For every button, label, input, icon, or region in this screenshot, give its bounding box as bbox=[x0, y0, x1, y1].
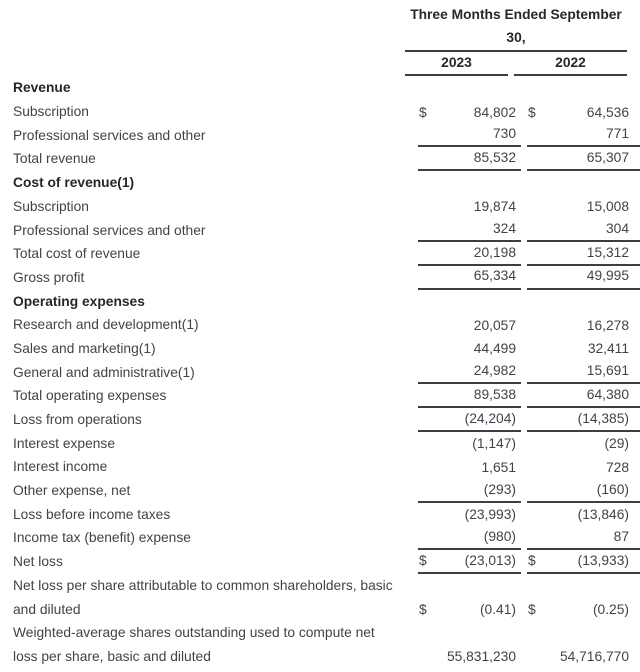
row-label: Income tax (benefit) expense bbox=[13, 530, 191, 546]
row-label: Loss from operations bbox=[13, 412, 142, 428]
amount-cell-2023 bbox=[418, 313, 521, 337]
table-row bbox=[0, 147, 640, 171]
row-label: Sales and marketing(1) bbox=[13, 340, 156, 356]
row-label-line: Weighted-average shares outstanding used to compute net bbox=[13, 625, 375, 641]
amount-2023: 55,831,230 bbox=[446, 649, 516, 665]
amount-2022: 49,995 bbox=[586, 268, 629, 284]
table-row bbox=[0, 408, 640, 432]
table-row bbox=[0, 503, 640, 527]
amount-2022: (13,933) bbox=[577, 552, 629, 568]
table-row bbox=[0, 266, 640, 290]
amount-cell-2023 bbox=[418, 455, 521, 479]
amount-2022: 304 bbox=[605, 221, 629, 237]
amount-cell-2023 bbox=[418, 384, 521, 408]
amount-cell-2023 bbox=[418, 503, 521, 527]
amount-cell-2022 bbox=[527, 455, 640, 479]
table-row bbox=[0, 124, 640, 148]
amount-2022: 87 bbox=[613, 528, 629, 544]
amount-2022: 15,312 bbox=[586, 244, 629, 260]
amount-cell-2023 bbox=[418, 550, 521, 574]
amount-cell-2022 bbox=[527, 313, 640, 337]
amount-2022: 16,278 bbox=[586, 317, 629, 333]
table-row bbox=[0, 455, 640, 479]
table-row bbox=[0, 526, 640, 550]
amount-cell-2022 bbox=[527, 100, 640, 124]
table-row bbox=[0, 290, 640, 314]
table-row bbox=[0, 100, 640, 124]
amount-cell-2022 bbox=[527, 147, 640, 171]
amount-cell-2023 bbox=[418, 408, 521, 432]
amount-2023: 24,982 bbox=[473, 363, 516, 379]
amount-2023: 84,802 bbox=[473, 104, 516, 120]
row-label: Revenue bbox=[13, 80, 71, 96]
amount-2022: 64,380 bbox=[586, 386, 629, 402]
amount-cell-2023 bbox=[418, 195, 521, 219]
amount-2023: 20,057 bbox=[473, 317, 516, 333]
amount-cell-2023 bbox=[418, 337, 521, 361]
amount-cell-2022 bbox=[527, 621, 640, 668]
year-column-2023: 2023 bbox=[405, 52, 508, 76]
amount-2022: 771 bbox=[605, 126, 629, 142]
amount-cell-2023 bbox=[418, 100, 521, 124]
amount-cell-2022 bbox=[527, 76, 640, 100]
currency-symbol: $ bbox=[528, 602, 536, 618]
row-label: Interest income bbox=[13, 459, 108, 475]
amount-cell-2023 bbox=[418, 266, 521, 290]
amount-cell-2023 bbox=[418, 361, 521, 385]
year-column-2022: 2022 bbox=[514, 52, 627, 76]
row-label bbox=[13, 621, 418, 668]
period-header bbox=[405, 3, 627, 52]
table-row bbox=[0, 242, 640, 266]
amount-cell-2023 bbox=[418, 76, 521, 100]
amount-cell-2022 bbox=[527, 242, 640, 266]
table-row bbox=[0, 432, 640, 456]
row-label: Gross profit bbox=[13, 269, 85, 285]
amount-2023: 324 bbox=[492, 221, 516, 237]
row-label: Professional services and other bbox=[13, 127, 206, 143]
row-label: Total revenue bbox=[13, 151, 96, 167]
table-row bbox=[0, 195, 640, 219]
amount-cell-2023 bbox=[418, 479, 521, 503]
amount-2023: 730 bbox=[492, 126, 516, 142]
amount-cell-2022 bbox=[527, 550, 640, 574]
amount-2022: (0.25) bbox=[592, 602, 629, 618]
table-row bbox=[0, 479, 640, 503]
table-row bbox=[0, 76, 640, 100]
amount-cell-2023 bbox=[418, 124, 521, 148]
row-label: Cost of revenue(1) bbox=[13, 175, 135, 191]
row-label: Interest expense bbox=[13, 435, 116, 451]
row-label-line: Net loss per share attributable to common shareholders, basic bbox=[13, 577, 393, 593]
amount-cell-2023 bbox=[418, 242, 521, 266]
amount-2023: 85,532 bbox=[473, 149, 516, 165]
table-row bbox=[0, 574, 640, 621]
row-label: Loss before income taxes bbox=[13, 506, 171, 522]
amount-cell-2022 bbox=[527, 124, 640, 148]
row-label: Subscription bbox=[13, 198, 89, 214]
amount-cell-2022 bbox=[527, 195, 640, 219]
amount-2023: 44,499 bbox=[473, 341, 516, 357]
amount-cell-2023 bbox=[418, 290, 521, 314]
amount-cell-2023 bbox=[418, 574, 521, 621]
amount-2022: 54,716,770 bbox=[559, 649, 629, 665]
amount-2023: 20,198 bbox=[473, 244, 516, 260]
currency-symbol: $ bbox=[419, 552, 427, 568]
table-row bbox=[0, 337, 640, 361]
currency-symbol: $ bbox=[528, 104, 536, 120]
amount-2023: (293) bbox=[483, 481, 516, 497]
table-row bbox=[0, 621, 640, 668]
row-label: General and administrative(1) bbox=[13, 364, 195, 380]
row-label: Operating expenses bbox=[13, 293, 145, 309]
amount-2022: (14,385) bbox=[577, 410, 629, 426]
year-header-row bbox=[405, 52, 627, 76]
currency-symbol: $ bbox=[419, 602, 427, 618]
table-row bbox=[0, 219, 640, 243]
amount-cell-2022 bbox=[527, 526, 640, 550]
amount-cell-2023 bbox=[418, 621, 521, 668]
amount-cell-2022 bbox=[527, 408, 640, 432]
amount-2022: 65,307 bbox=[586, 149, 629, 165]
amount-2023: 19,874 bbox=[473, 199, 516, 215]
amount-cell-2022 bbox=[527, 361, 640, 385]
amount-cell-2023 bbox=[418, 147, 521, 171]
amount-2023: (24,204) bbox=[464, 410, 516, 426]
amount-cell-2022 bbox=[527, 574, 640, 621]
amount-2022: 15,008 bbox=[586, 199, 629, 215]
amount-2022: 32,411 bbox=[587, 341, 629, 357]
amount-2023: (23,013) bbox=[464, 552, 516, 568]
table-row bbox=[0, 384, 640, 408]
header-columns bbox=[405, 3, 627, 76]
amount-2023: 89,538 bbox=[473, 386, 516, 402]
amount-cell-2023 bbox=[418, 432, 521, 456]
amount-2022: (160) bbox=[596, 481, 629, 497]
amount-2022: (13,846) bbox=[577, 507, 629, 523]
table-row bbox=[0, 550, 640, 574]
header-spacer bbox=[0, 3, 405, 76]
amount-cell-2022 bbox=[527, 337, 640, 361]
table-row bbox=[0, 313, 640, 337]
currency-symbol: $ bbox=[528, 552, 536, 568]
amount-2022: (29) bbox=[604, 436, 629, 452]
amount-2022: 15,691 bbox=[586, 363, 629, 379]
row-label: Total operating expenses bbox=[13, 388, 167, 404]
period-header-line2: 30, bbox=[506, 30, 526, 46]
table-row bbox=[0, 171, 640, 195]
amount-2023: (1,147) bbox=[472, 436, 516, 452]
row-label: Total cost of revenue bbox=[13, 246, 141, 262]
amount-cell-2023 bbox=[418, 219, 521, 243]
amount-2023: (23,993) bbox=[464, 507, 516, 523]
amount-cell-2023 bbox=[418, 171, 521, 195]
row-label: Professional services and other bbox=[13, 222, 206, 238]
amount-cell-2022 bbox=[527, 432, 640, 456]
amount-cell-2022 bbox=[527, 384, 640, 408]
amount-2023: 1,651 bbox=[481, 459, 516, 475]
amount-2023: (0.41) bbox=[479, 602, 516, 618]
amount-2023: (980) bbox=[483, 528, 516, 544]
table-row bbox=[0, 361, 640, 385]
amount-cell-2022 bbox=[527, 479, 640, 503]
amount-cell-2023 bbox=[418, 526, 521, 550]
row-label: Subscription bbox=[13, 104, 89, 120]
table-body bbox=[0, 76, 640, 668]
amount-cell-2022 bbox=[527, 503, 640, 527]
amount-cell-2022 bbox=[527, 171, 640, 195]
row-label bbox=[13, 574, 418, 621]
amount-2022: 64,536 bbox=[586, 104, 629, 120]
amount-2022: 728 bbox=[605, 459, 629, 475]
currency-symbol: $ bbox=[419, 104, 427, 120]
row-label-line: loss per share, basic and diluted bbox=[13, 648, 211, 664]
amount-cell-2022 bbox=[527, 266, 640, 290]
table-header bbox=[0, 3, 640, 76]
row-label: Other expense, net bbox=[13, 483, 131, 499]
period-header-line1: Three Months Ended September bbox=[410, 7, 622, 22]
row-label: Research and development(1) bbox=[13, 317, 199, 333]
amount-2023: 65,334 bbox=[473, 268, 516, 284]
row-label: Net loss bbox=[13, 554, 63, 570]
amount-cell-2022 bbox=[527, 290, 640, 314]
amount-cell-2022 bbox=[527, 219, 640, 243]
row-label-line: and diluted bbox=[13, 601, 81, 617]
